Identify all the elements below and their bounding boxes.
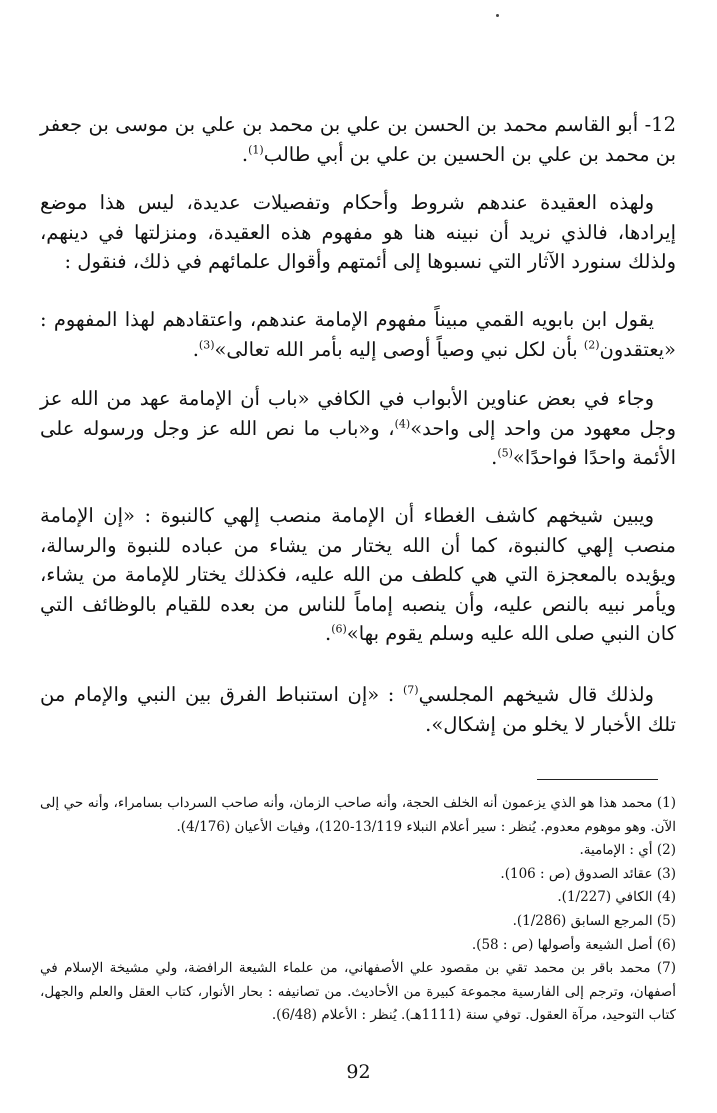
footnote-ref[interactable]: (5)	[497, 446, 513, 460]
footnote-ref[interactable]: (6)	[331, 622, 347, 636]
page-number: 92	[346, 1061, 371, 1083]
footnote-separator	[537, 779, 658, 780]
footnote-4: (4) الكافي (1/227).	[557, 889, 676, 906]
paragraph-lineage: 12- أبو القاسم محمد بن الحسن بن علي بن محمد بن علي بن موسى بن جعفر بن محمد بن علي بن الحسين بن علي بن أبي طالب$^{(1)}$.	[40, 113, 676, 166]
footnote-ref[interactable]: (4)	[394, 417, 411, 430]
footnote-ref[interactable]: (3)	[198, 338, 215, 351]
footnote-ref[interactable]: (2)	[583, 338, 600, 351]
footnote-ref[interactable]: (7)	[403, 683, 419, 697]
paragraph-kashif-al-ghita: ويبين شيخهم كاشف الغطاء أن الإمامة منصب إلهي كالنبوة : «إن الإمامة منصب إلهي كالنبوة، كما أن الله يختار من يشاء من عباده للنبوة والرسالة، ويؤيده بالمعجزة التي هي كلطف من الله عليه، فكذلك يختار للإمامة من يشاء، ويأمر نبيه بالنص عليه، وأن ينصبه إماماً للناس من بعده للقيام بالوظائف التي كان النبي صلى الله عليه وسلم يقوم بها»$^{(6)}$.	[40, 504, 676, 645]
paragraph-majlisi: ولذلك قال شيخهم المجلسي$^{(7)}$ : «إن استنباط الفرق بين النبي والإمام من تلك الأخبار لا يخلو من إشكال».	[40, 683, 676, 736]
footnote-7: (7) محمد باقر بن محمد تقي بن مقصود علي الأصفهاني، من علماء الشيعة الرافضة، ولي مشيخة الإسلام في أصفهان، وترجم إلى الفارسية مجموعة كبيرة من الأحاديث. من تصانيفه : بحار الأنوار، كتاب العقل والعلم والجهل، كتاب التوحيد، مرآة العقول. توفي سنة (1111هـ). يُنظر : الأعلام (6/48).	[40, 960, 676, 1024]
footnote-6: (6) أصل الشيعة وأصولها (ص : 58).	[471, 936, 676, 953]
paragraph-intro: ولهذه العقيدة عندهم شروط وأحكام وتفصيلات عديدة، ليس هذا موضع إيرادها، فالذي نريد أن نبينه هنا هو مفهوم هذه العقيدة، ومنزلتها في دينهم، ولذلك سنورد الآثار التي نسبوها إلى أئمتهم وأقوال علمائهم في ذلك، فنقول :	[40, 191, 676, 273]
footnote-2: (2) أي : الإمامية.	[579, 842, 676, 859]
footnotes	[40, 792, 676, 1028]
footnote-ref[interactable]: (1)	[248, 143, 264, 156]
paragraph-ibn-babawayh: يقول ابن بابويه القمي مبيناً مفهوم الإمامة عندهم، واعتقادهم لهذا المفهوم : «يعتقدون$^{(2)}$ بأن لكل نبي وصياً أوصى إليه بأمر الله تعالى»$^{(3)}$.	[40, 308, 676, 361]
footnote-3: (3) عقائد الصدوق (ص : 106).	[500, 865, 676, 882]
footnote-5: (5) المرجع السابق (1/286).	[512, 912, 676, 929]
paragraph-kafi-chapters: وجاء في بعض عناوين الأبواب في الكافي «باب أن الإمامة عهد من الله عز وجل معهود من واحد إلى واحد»$^{(4)}$، و«باب ما نص الله عز وجل ورسوله على الأئمة واحدًا فواحدًا»$^{(5)}$.	[40, 387, 676, 469]
print-mark	[496, 14, 499, 17]
footnote-1: (1) محمد هذا هو الذي يزعمون أنه الخلف الحجة، وأنه صاحب الزمان، وأنه صاحب السرداب بسامراء، وأنه حي إلى الآن. وهو موهوم معدوم. يُنظر : سير أعلام النبلاء 13/119-120)، وفيات الأعيان (4/176).	[40, 795, 676, 835]
